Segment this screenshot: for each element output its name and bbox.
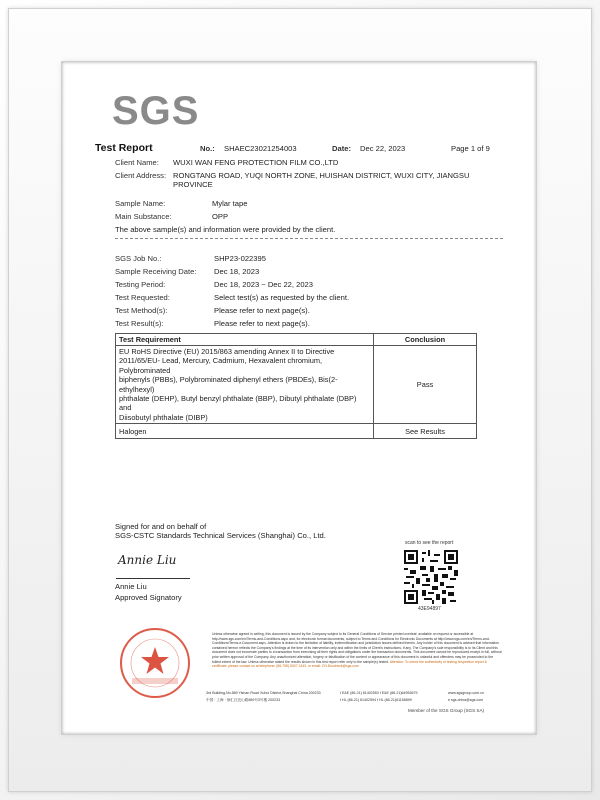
signatory-role: Approved Signatory [115,593,182,602]
receiving-date-value: Dec 18, 2023 [214,267,260,276]
requirement-cell [116,346,374,424]
test-method-label: Test Method(s): [115,306,168,315]
test-requested-value: Select test(s) as requested by the client. [214,293,350,302]
report-title: Test Report [95,142,153,154]
requirement-line: biphenyls (PBBs), Polybrominated diphenyl ethers (PBDEs), Bis(2-ethylhexyl) [119,375,338,394]
authenticity-attention: Attention: To check the authenticity of testing /inspection report & certificate, please contact us at telephone: (86-755) 8307 1443, or email: CN.Doccheck@sgs.com [212,659,487,669]
client-name-value: WUXI WAN FENG PROTECTION FILM CO.,LTD [173,158,339,167]
report-date-value: Dec 22, 2023 [360,144,406,153]
page-number: Page 1 of 9 [451,144,490,153]
tel-cn: t HL (86-21) 61402594 f HL (86-21)61156899 [340,698,412,702]
test-requested-label: Test Requested: [115,293,170,302]
handwritten-signature [116,544,206,574]
signed-company-line: SGS-CSTC Standards Technical Services (Shanghai) Co., Ltd. [115,531,326,540]
tel-en: t E&E (86-21) 61402553 f E&E (86-21)64953679 [340,691,418,695]
test-result-value: Please refer to next page(s). [214,319,310,328]
sample-name-value: Mylar tape [212,199,248,208]
main-substance-value: OPP [212,212,229,221]
table-row [116,424,477,439]
test-report-document [88,82,512,722]
address-cn: 中国 · 上海 · 徐汇区宜山路889号3号楼 200233 [206,698,281,702]
address-en: 3rd Building,No.889 Yishan Road Xuhui District,Shanghai China 200233 [206,691,321,695]
requirement-line: 2011/65/EU- Lead, Mercury, Cadmium, Hexavalent chromium, Polybrominated [119,356,323,375]
test-result-label: Test Result(s): [115,319,164,328]
col-requirement-header: Test Requirement [116,334,374,346]
testing-period-value: Dec 18, 2023 ~ Dec 22, 2023 [214,280,314,289]
report-date-label: Date: [332,144,351,153]
sgs-logo [108,88,228,130]
section-divider [115,238,503,239]
report-no-label: No.: [200,144,215,153]
sgs-logo-text: SGS [112,89,200,130]
client-address-line1: RONGTANG ROAD, YUQI NORTH ZONE, HUISHAN DISTRICT, WUXI CITY, JIANGSU [173,171,470,180]
requirement-line: EU RoHS Directive (EU) 2015/863 amending Annex II to Directive [119,347,335,356]
member-of-sgs-group: Member of the SGS Group (SGS SA) [408,708,485,713]
conclusion-cell: Pass [374,346,477,424]
red-seal-stamp-icon [118,626,192,700]
qr-code-number: 43E94897 [418,606,441,612]
job-no-value: SHP23-022395 [214,254,266,263]
sample-note: The above sample(s) and information were provided by the client. [115,225,336,234]
report-no-value: SHAEC23021254003 [224,144,297,153]
table-header-row [116,334,477,346]
legal-fine-print [212,632,502,669]
receiving-date-label: Sample Receiving Date: [115,267,197,276]
requirement-line: Diisobutyl phthalate (DIBP) [119,412,208,422]
requirement-line: phthalate (DEHP), Butyl benzyl phthalate (BBP), Dibutyl phthalate (DBP) and [119,394,357,413]
test-method-value: Please refer to next page(s). [214,306,310,315]
client-name-label: Client Name: [115,158,159,167]
test-requirement-table [115,333,477,439]
qr-caption: scan to see the report [405,540,454,546]
sample-name-label: Sample Name: [115,199,166,208]
client-address-line2: PROVINCE [173,180,213,189]
svg-text:Annie Liu: Annie Liu [118,553,177,567]
col-conclusion-header: Conclusion [374,334,477,346]
signed-on-behalf-line: Signed for and on behalf of [115,522,207,531]
web-en: www.sgsgroup.com.cn [448,691,484,695]
table-row [116,346,477,424]
conclusion-cell: See Results [374,424,477,439]
signatory-name: Annie Liu [115,582,147,591]
legal-text: Unless otherwise agreed in writing, this document is issued by the Company subject to its General Conditions of Service printed overleaf, available on request or accessible at http://www.sgs.com/en/Terms-and-Conditions.aspx and, for electronic format documents, subject to Terms and Conditions for Electronic Documents at http://www.sgs.com/en/Terms-and-Conditions/Terms-e-Document.aspx. Attention is drawn to the limitation of liability, indemnification and jurisdiction issues defined therein. Any holder of this document is advised that information contained hereon reflects the Company's findings at the time of its intervention only and within the limits of Client's instructions, if any. The Company's sole responsibility is to its Client and this document does not exonerate parties to a transaction from exercising all their rights and obligations under the transaction documents. This document cannot be reproduced except in full, without prior written approval of the Company. Any unauthorized alteration, forgery or falsification of the content or appearance of this document is unlawful and offenders may be prosecuted to the fullest extent of the law. Unless otherwise stated the results shown in this test report refer only to the sample(s) tested. [212,632,502,664]
signature-line [116,578,190,579]
main-substance-label: Main Substance: [115,212,172,221]
job-no-label: SGS Job No.: [115,254,162,263]
testing-period-label: Testing Period: [115,280,166,289]
requirement-cell: Halogen [116,424,374,439]
web-cn: e sgs.china@sgs.com [448,698,484,702]
client-address-label: Client Address: [115,171,167,180]
qr-code-icon[interactable] [404,550,458,604]
